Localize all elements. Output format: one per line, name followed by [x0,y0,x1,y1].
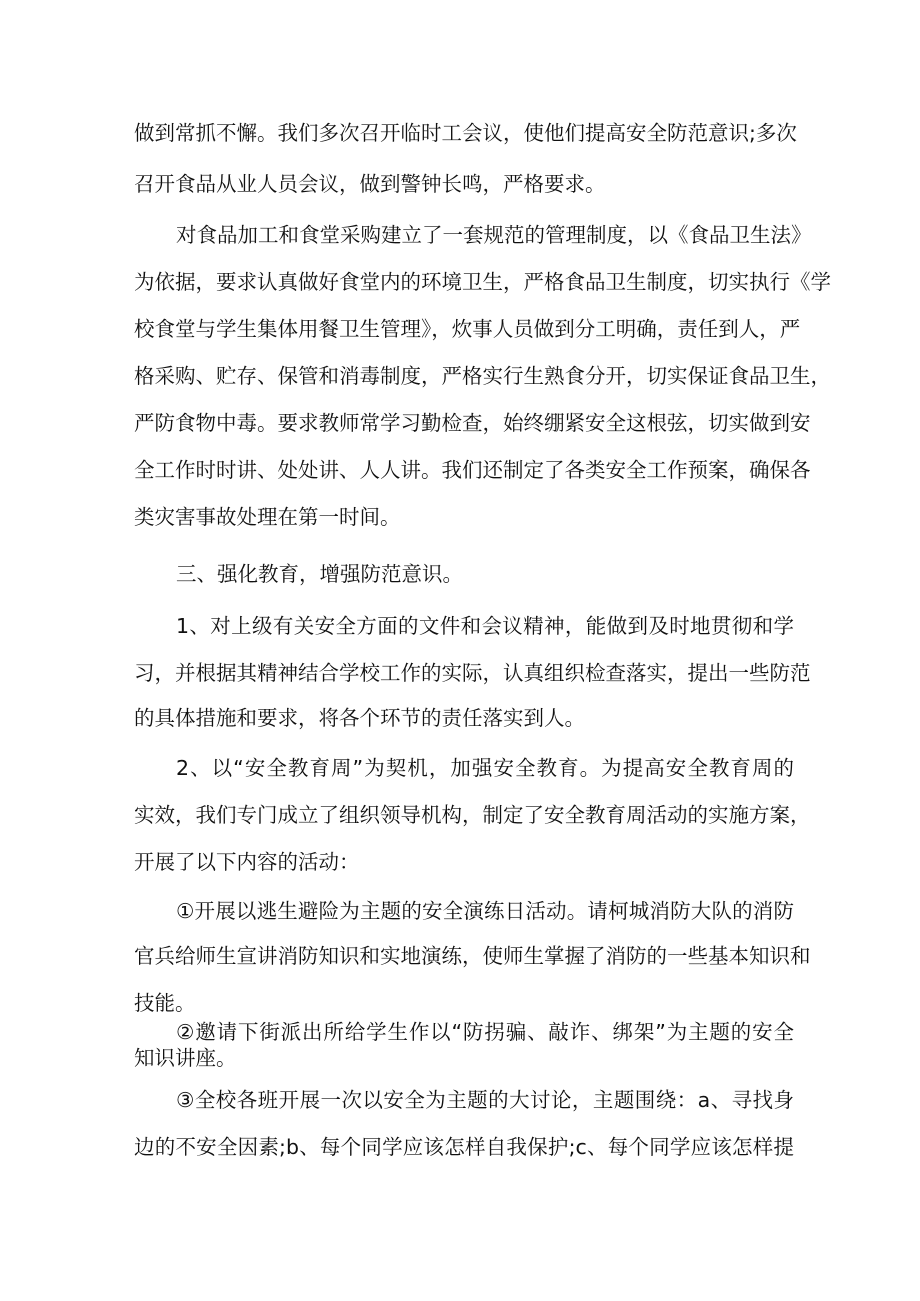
text-line: 官兵给师生宣讲消防知识和实地演练，使师生掌握了消防的一些基本知识和 [134,944,811,968]
text-line: 为依据，要求认真做好食堂内的环境卫生，严格食品卫生制度，切实执行《学 [134,270,831,294]
text-line: 边的不安全因素;b、每个同学应该怎样自我保护;c、每个同学应该怎样提 [134,1135,794,1159]
text-line: 全工作时时讲、处处讲、人人讲。我们还制定了各类安全工作预案，确保各 [134,458,811,482]
text-line: 技能。 [134,991,196,1015]
text-line: 格采购、贮存、保管和消毒制度，严格实行生熟食分开，切实保证食品卫生， [134,364,831,388]
text-line: 开展了以下内容的活动： [134,850,360,874]
text-line: 召开食品从业人员会议，做到警钟长鸣，严格要求。 [134,172,606,196]
text-line: 1、对上级有关安全方面的文件和会议精神，能做到及时地贯彻和学 [176,614,794,638]
text-line: 做到常抓不懈。我们多次召开临时工会议，使他们提高安全防范意识;多次 [134,121,797,145]
text-line: ①开展以逃生避险为主题的安全演练日活动。请柯城消防大队的消防 [176,899,794,923]
text-line: 严防食物中毒。要求教师常学习勤检查，始终绷紧安全这根弦，切实做到安 [134,411,811,435]
section-heading: 三、强化教育，增强防范意识。 [176,562,463,586]
text-line: ③全校各班开展一次以安全为主题的大讨论，主题围绕：a、寻找身 [176,1088,794,1112]
text-line: 对食品加工和食堂采购建立了一套规范的管理制度，以《食品卫生法》 [176,223,812,247]
text-line: 2、以“安全教育周”为契机，加强安全教育。为提高安全教育周的 [176,756,794,780]
text-line: 的具体措施和要求，将各个环节的责任落实到人。 [134,706,585,730]
text-line: 习，并根据其精神结合学校工作的实际，认真组织检查落实，提出一些防范 [134,661,811,685]
text-line: ②邀请下街派出所给学生作以“防拐骗、敲诈、绑架”为主题的安全 [176,1020,794,1044]
text-line: 实效，我们专门成立了组织领导机构，制定了安全教育周活动的实施方案， [134,803,811,827]
text-line: 知识讲座。 [134,1046,237,1070]
text-line: 类灾害事故处理在第一时间。 [134,505,401,529]
text-line: 校食堂与学生集体用餐卫生管理》，炊事人员做到分工明确，责任到人，严 [134,317,801,341]
